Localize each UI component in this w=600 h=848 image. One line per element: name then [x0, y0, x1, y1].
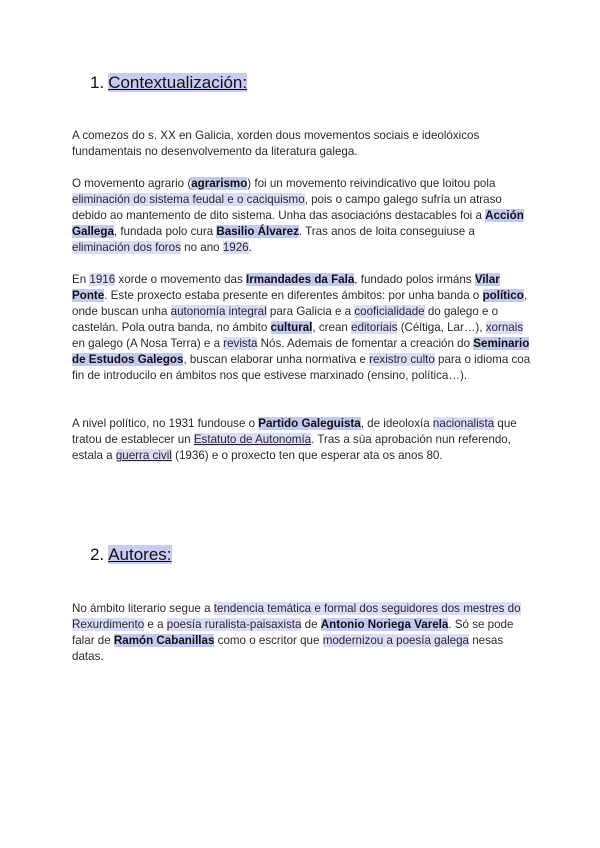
paragraph-autores — [72, 601, 532, 665]
highlight-nacionalista: nacionalista — [432, 417, 495, 430]
section-heading-autores — [90, 545, 172, 565]
text: para o idioma coa fin de introducilo en ámbitos nos que estivese marxinado (ensino, política…). — [72, 353, 531, 382]
text: , fundado polos irmáns — [354, 273, 475, 286]
paragraph-intro: A comezos do s. XX en Galicia, xorden dous movementos sociais e ideolóxicos fundamentais no desenvolvemento da literatura galega. — [72, 129, 480, 158]
text: , fundada polo cura — [113, 225, 217, 238]
text: . Este proxecto estaba presente en diferentes ámbitos: por unha banda o — [104, 289, 483, 302]
text: . — [248, 241, 252, 254]
highlight-cultural: cultural — [270, 321, 313, 334]
text: de — [301, 618, 321, 631]
section-heading-contextualizacion — [90, 73, 247, 93]
text: , pois o campo galego sufría un atraso debido ao mantemento de dito sistema. Unha das asociacións destacables foi a — [72, 193, 502, 222]
highlight-vilar-ponte: Vilar Ponte — [72, 273, 500, 302]
highlight-politico: político — [482, 289, 524, 302]
paragraph-agrarismo — [72, 176, 532, 256]
highlight-seminario-estudos-galegos: Seminario de Estudos Galegos — [72, 337, 530, 366]
text: como o escritor que — [214, 634, 323, 647]
heading-title: Contextualización: — [108, 73, 248, 92]
highlight-antonio-noriega-varela: Antonio Noriega Varela — [320, 618, 449, 631]
text: , crean — [312, 321, 352, 334]
text: O movemento agrario ( — [72, 177, 192, 190]
highlight-eliminacion-sistema-feudal: eliminación do sistema feudal e o caciquismo — [72, 193, 305, 206]
text: , de ideoloxía — [360, 417, 433, 430]
highlight-irmandades-da-fala: Irmandades da Fala — [246, 273, 355, 286]
text: . Tras anos de loita conseguiuse a — [298, 225, 475, 238]
highlight-partido-galeguista: Partido Galeguista — [258, 417, 361, 430]
highlight-cooficialidade: cooficialidade — [354, 305, 425, 318]
highlight-agrarismo: agrarismo — [191, 177, 248, 190]
highlight-tendencia-tematica: tendencia temática e formal dos seguidores dos mestres do Rexurdimento — [72, 602, 521, 631]
text: en galego (A Nosa Terra) e a — [72, 337, 224, 350]
text: . Só se pode falar de — [72, 618, 514, 647]
text: No ámbito literario segue a — [72, 602, 214, 615]
highlight-accion-gallega: Acción Gallega — [72, 209, 524, 238]
text: no ano — [180, 241, 223, 254]
highlight-poesia-ruralista: poesía ruralista-paisaxista — [166, 618, 302, 631]
heading-title: Autores: — [108, 545, 172, 564]
text: (1936) e o proxecto ten que esperar ata os anos 80. — [171, 449, 443, 462]
text: xorde o movemento das — [115, 273, 247, 286]
highlight-revista: revista — [223, 337, 258, 350]
text: En — [72, 273, 90, 286]
text: , buscan elaborar unha normativa e — [183, 353, 370, 366]
highlight-autonomia-integral: autonomía integral — [170, 305, 267, 318]
text: do galego e o castelán. Pola outra banda, no ámbito — [72, 305, 499, 334]
highlight-ramon-cabanillas: Ramón Cabanillas — [113, 634, 215, 647]
text: para Galicia e a — [266, 305, 355, 318]
highlight-estatuto-autonomia: Estatuto de Autonomía — [193, 433, 312, 446]
highlight-1916: 1916 — [89, 273, 116, 286]
highlight-1926: 1926 — [222, 241, 249, 254]
text: ) foi un movemento reivindicativo que loitou pola — [247, 177, 496, 190]
text: A nivel político, no 1931 fundouse o — [72, 417, 259, 430]
highlight-basilio-alvarez: Basilio Álvarez — [216, 225, 299, 238]
highlight-modernizou-poesia: modernizou a poesía galega — [322, 634, 470, 647]
text: , onde buscan unha — [72, 289, 528, 318]
text: que tratou de establecer un — [72, 417, 517, 446]
highlight-xornais: xornais — [485, 321, 524, 334]
text: . Tras a súa aprobación nun referendo, estala a — [72, 433, 511, 462]
text: e a — [144, 618, 167, 631]
highlight-rexistro-culto: rexistro culto — [369, 353, 435, 366]
text: Nós. Ademais de fomentar a creación do — [257, 337, 474, 350]
text: nesas datas. — [72, 634, 504, 663]
text: (Céltiga, Lar…), — [397, 321, 486, 334]
highlight-editoriais: editoriais — [351, 321, 398, 334]
highlight-guerra-civil: guerra civil — [115, 449, 172, 462]
paragraph-irmandades — [72, 272, 532, 384]
highlight-eliminacion-foros: eliminación dos foros — [72, 241, 181, 254]
heading-number: 1. — [90, 73, 105, 92]
heading-number: 2. — [90, 545, 105, 564]
paragraph-partido-galeguista — [72, 416, 532, 464]
